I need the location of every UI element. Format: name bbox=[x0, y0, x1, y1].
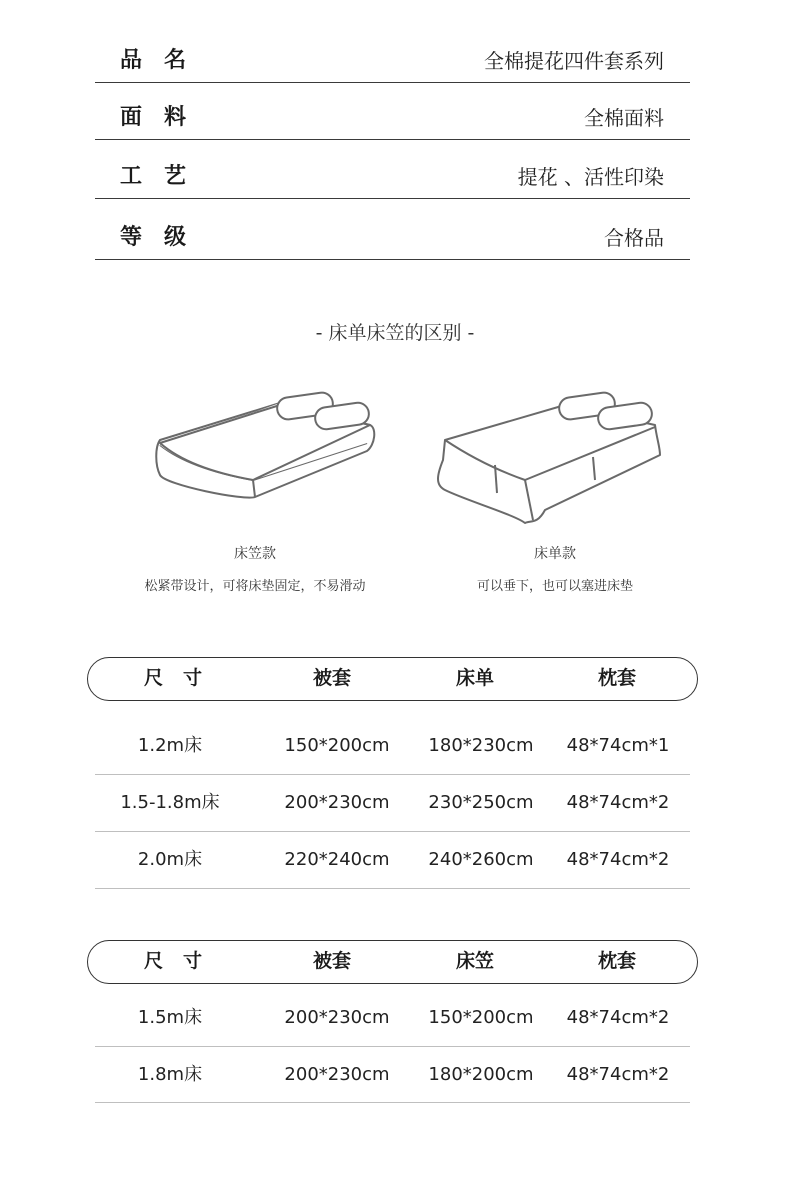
spec-value: 合格品 bbox=[604, 226, 664, 250]
table2-header-size: 尺寸 bbox=[143, 950, 222, 972]
table1-header bbox=[87, 657, 698, 701]
spec-label: 工艺 bbox=[120, 164, 209, 189]
table1-header-sheet: 床单 bbox=[455, 667, 494, 689]
spec-row-name bbox=[95, 26, 690, 83]
spec-label: 品名 bbox=[120, 48, 209, 73]
table-cell: 1.5m床 bbox=[137, 1007, 203, 1028]
fitted-sheet-name: 床笠款 bbox=[234, 546, 276, 562]
table-row bbox=[95, 1047, 690, 1103]
fitted-sheet-illustration bbox=[105, 385, 405, 535]
spec-value: 全棉提花四件套系列 bbox=[484, 49, 664, 73]
table-cell: 150*200cm bbox=[428, 1007, 534, 1028]
spec-row-craft bbox=[95, 140, 690, 199]
table-cell: 48*74cm*1 bbox=[566, 735, 670, 756]
flat-sheet-illustration bbox=[405, 385, 705, 535]
table-row bbox=[95, 990, 690, 1047]
fitted-sheet-block bbox=[105, 385, 405, 594]
table-cell: 48*74cm*2 bbox=[566, 1064, 670, 1085]
table2-header bbox=[87, 940, 698, 984]
table1-header-size: 尺寸 bbox=[143, 667, 222, 689]
table-cell: 200*230cm bbox=[284, 1064, 390, 1085]
spec-row-fabric bbox=[95, 83, 690, 140]
flat-sheet-name: 床单款 bbox=[534, 546, 576, 562]
spec-value: 全棉面料 bbox=[584, 106, 664, 130]
table-cell: 1.8m床 bbox=[137, 1064, 203, 1085]
table-cell: 48*74cm*2 bbox=[566, 792, 670, 813]
table-row bbox=[95, 775, 690, 832]
table1-header-pillow: 枕套 bbox=[597, 667, 636, 689]
table1-header-duvet: 被套 bbox=[312, 667, 351, 689]
table-cell: 200*230cm bbox=[284, 1007, 390, 1028]
flat-sheet-desc: 可以垂下，也可以塞进床垫 bbox=[476, 579, 633, 594]
flat-sheet-block bbox=[405, 385, 705, 594]
table-cell: 2.0m床 bbox=[137, 849, 203, 870]
table-cell: 230*250cm bbox=[428, 792, 534, 813]
spec-label: 等级 bbox=[120, 225, 209, 250]
table-row bbox=[95, 718, 690, 775]
table2-header-fitted: 床笠 bbox=[455, 950, 494, 972]
table-cell: 1.5-1.8m床 bbox=[120, 792, 220, 813]
table-cell: 240*260cm bbox=[428, 849, 534, 870]
section-title: - 床单床笠的区别 - bbox=[315, 322, 475, 344]
spec-row-grade bbox=[95, 199, 690, 260]
table2-header-duvet: 被套 bbox=[312, 950, 351, 972]
table2-header-pillow: 枕套 bbox=[597, 950, 636, 972]
table-cell: 220*240cm bbox=[284, 849, 390, 870]
spec-value: 提花 、活性印染 bbox=[517, 165, 664, 189]
spec-label: 面料 bbox=[120, 105, 209, 130]
table-cell: 48*74cm*2 bbox=[566, 1007, 670, 1028]
table-cell: 200*230cm bbox=[284, 792, 390, 813]
table-cell: 150*200cm bbox=[284, 735, 390, 756]
table-cell: 180*230cm bbox=[428, 735, 534, 756]
fitted-sheet-desc: 松紧带设计，可将床垫固定，不易滑动 bbox=[144, 579, 366, 594]
table-cell: 48*74cm*2 bbox=[566, 849, 670, 870]
table-cell: 180*200cm bbox=[428, 1064, 534, 1085]
table-row bbox=[95, 832, 690, 889]
table-cell: 1.2m床 bbox=[137, 735, 203, 756]
